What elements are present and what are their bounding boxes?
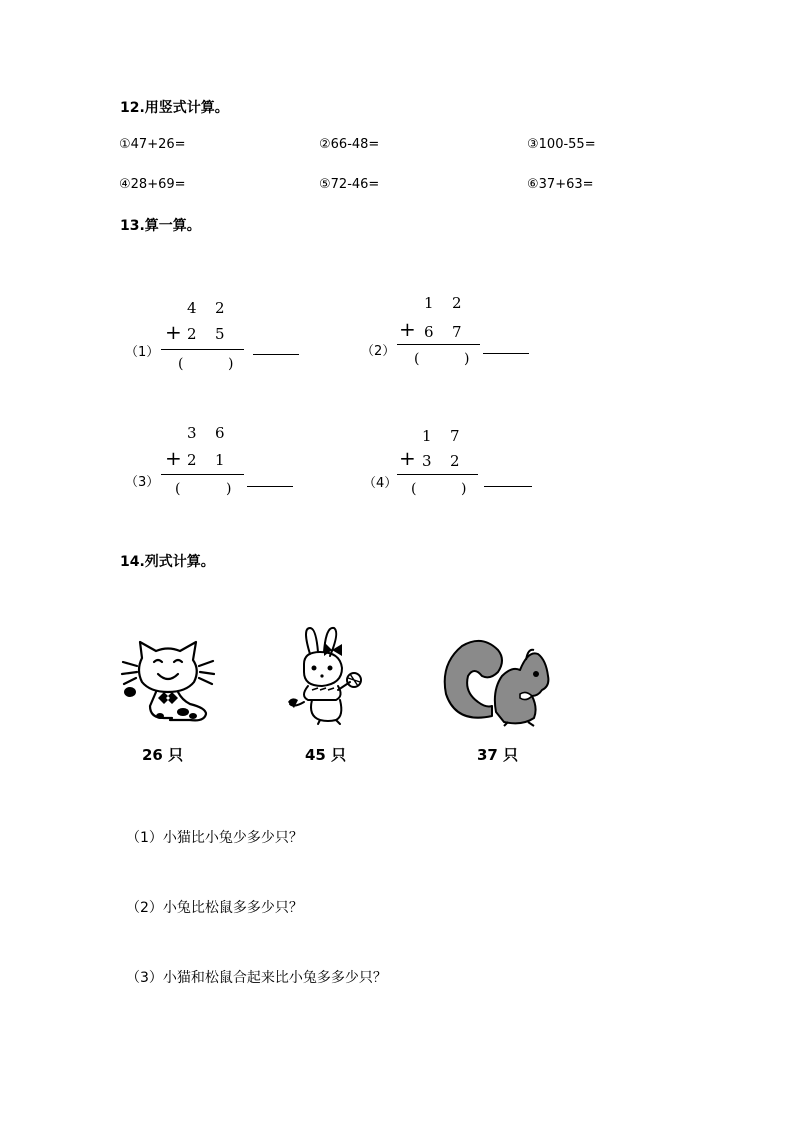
plus-sign: + <box>165 446 182 470</box>
top-digit-ones: 6 <box>215 424 225 442</box>
q12-problem-5: ⑤72-46= <box>319 177 380 192</box>
problem-index: （3） <box>125 475 160 490</box>
squirrel-count: 37 只 <box>477 746 519 764</box>
bottom-digit-tens: 2 <box>187 325 197 343</box>
bottom-digit-tens: 3 <box>422 452 432 470</box>
q12-problem-4: ④28+69= <box>119 177 186 192</box>
bottom-digit-ones: 1 <box>215 451 225 469</box>
answer-paren-open: ( <box>414 351 420 367</box>
top-digit-tens: 1 <box>422 427 432 445</box>
bottom-digit-ones: 5 <box>215 325 225 343</box>
problem-index: （4） <box>363 476 398 491</box>
vertical-addition-1 <box>125 298 325 388</box>
cat-count: 26 只 <box>142 746 184 764</box>
answer-paren-close: ) <box>464 351 470 367</box>
q12-problem-2: ②66-48= <box>319 137 380 152</box>
sum-line <box>161 349 244 350</box>
bottom-digit-tens: 6 <box>424 323 434 341</box>
q12-problem-3: ③100-55= <box>527 137 596 152</box>
plus-sign: + <box>165 320 182 344</box>
top-digit-tens: 4 <box>187 299 197 317</box>
top-digit-ones: 2 <box>215 299 225 317</box>
answer-paren-close: ) <box>226 481 232 497</box>
sum-line <box>161 474 244 475</box>
q14-title: 14.列式计算。 <box>120 554 215 570</box>
answer-paren-close: ) <box>461 481 467 497</box>
q13-title: 13.算一算。 <box>120 218 201 234</box>
top-digit-ones: 2 <box>452 294 462 312</box>
answer-blank[interactable] <box>247 486 293 487</box>
q12-problem-6: ⑥37+63= <box>527 177 594 192</box>
rabbit-count: 45 只 <box>305 746 347 764</box>
cat-icon <box>120 636 215 726</box>
q14-subquestion-2: （2）小兔比松鼠多多少只？ <box>126 900 303 916</box>
problem-index: （2） <box>361 344 396 359</box>
rabbit-icon <box>284 624 374 728</box>
top-digit-tens: 1 <box>424 294 434 312</box>
q12-problem-1: ①47+26= <box>119 137 186 152</box>
answer-paren-open: ( <box>178 356 184 372</box>
top-digit-tens: 3 <box>187 424 197 442</box>
q14-subquestion-1: （1）小猫比小兔少多少只？ <box>126 830 303 846</box>
q12-title: 12.用竖式计算。 <box>120 100 229 116</box>
vertical-addition-2 <box>361 293 561 383</box>
answer-blank[interactable] <box>484 486 532 487</box>
problem-index: （1） <box>125 345 160 360</box>
sum-line <box>397 474 478 475</box>
q14-subquestion-3: （3）小猫和松鼠合起来比小兔多多少只？ <box>126 970 387 986</box>
answer-paren-close: ) <box>228 356 234 372</box>
bottom-digit-tens: 2 <box>187 451 197 469</box>
vertical-addition-3 <box>125 423 325 513</box>
sum-line <box>397 344 480 345</box>
vertical-addition-4 <box>363 426 563 516</box>
answer-blank[interactable] <box>253 354 299 355</box>
answer-paren-open: ( <box>175 481 181 497</box>
plus-sign: + <box>399 446 416 470</box>
bottom-digit-ones: 2 <box>450 452 460 470</box>
plus-sign: + <box>399 317 416 341</box>
bottom-digit-ones: 7 <box>452 323 462 341</box>
top-digit-ones: 7 <box>450 427 460 445</box>
answer-blank[interactable] <box>483 353 529 354</box>
answer-paren-open: ( <box>411 481 417 497</box>
squirrel-icon <box>442 636 552 728</box>
